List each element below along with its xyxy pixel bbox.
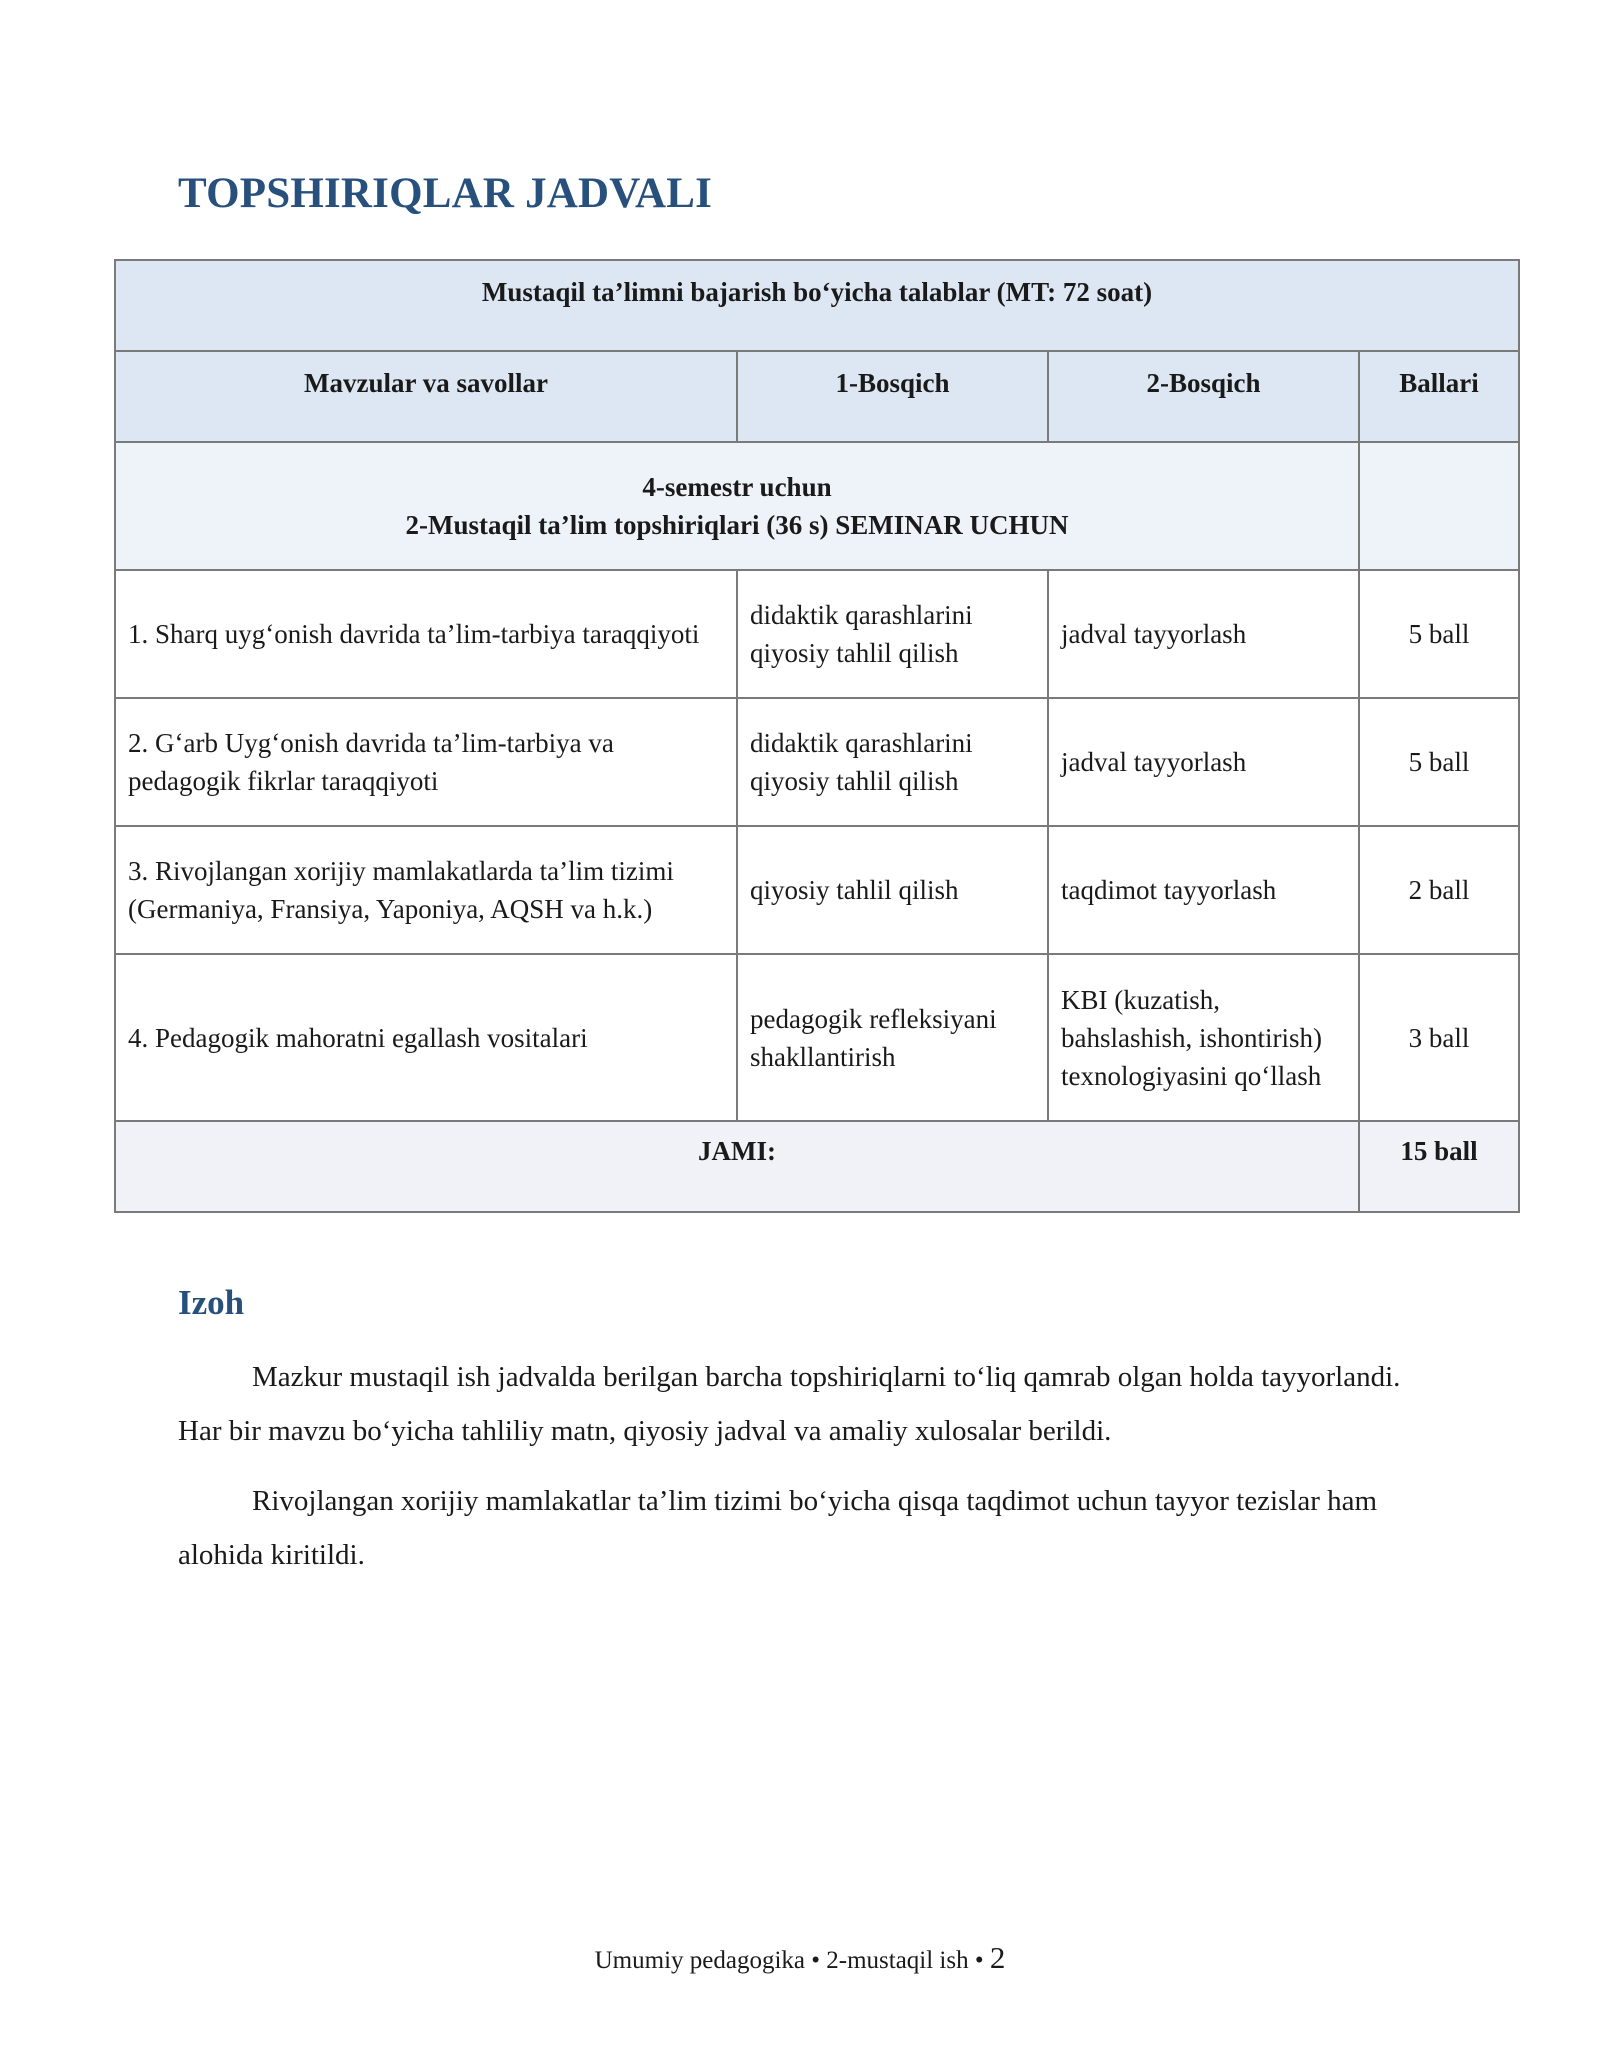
table-row [115, 826, 1519, 954]
semester-row [115, 442, 1519, 570]
stage-2-cell: jadval tayyorlash [1048, 570, 1359, 698]
stage-1-cell: didaktik qarashlarini qiyosiy tahlil qilish [737, 570, 1048, 698]
semester-label: 4-semestr uchun [642, 472, 832, 502]
topic-cell: 3. Rivojlangan xorijiy mamlakatlarda ta’lim tizimi (Germaniya, Fransiya, Yaponiya, AQSH va h.k.) [115, 826, 737, 954]
footer-text: Umumiy pedagogika • 2-mustaqil ish • [594, 1947, 984, 1974]
column-header-topics: Mavzular va savollar [115, 351, 737, 442]
page-footer [0, 1940, 1600, 1979]
total-label: JAMI: [115, 1121, 1359, 1212]
semester-score-cell [1359, 442, 1519, 570]
stage-2-cell: taqdimot tayyorlash [1048, 826, 1359, 954]
page-number: 2 [989, 1940, 1006, 1975]
note-title: Izoh [178, 1283, 245, 1322]
semester-heading [115, 442, 1359, 570]
stage-1-cell: didaktik qarashlarini qiyosiy tahlil qilish [737, 698, 1048, 826]
table-caption-row [115, 260, 1519, 351]
stage-2-cell: KBI (kuzatish, bahslashish, ishontirish) texnologiyasini qo‘llash [1048, 954, 1359, 1121]
table-header-row [115, 351, 1519, 442]
table-row [115, 954, 1519, 1121]
note-paragraph: Rivojlangan xorijiy mamlakatlar ta’lim tizimi bo‘yicha qisqa taqdimot uchun tayyor tezislar ham alohida kiritildi. [178, 1485, 1378, 1571]
topic-cell: 2. G‘arb Uyg‘onish davrida ta’lim-tarbiya va pedagogik fikrlar taraqqiyoti [115, 698, 737, 826]
table-row [115, 698, 1519, 826]
score-cell: 3 ball [1359, 954, 1519, 1121]
tasks-table [114, 259, 1520, 1213]
topic-cell: 4. Pedagogik mahoratni egallash vositalari [115, 954, 737, 1121]
topic-cell: 1. Sharq uyg‘onish davrida ta’lim-tarbiya taraqqiyoti [115, 570, 737, 698]
score-cell: 5 ball [1359, 698, 1519, 826]
note-paragraph: Mazkur mustaqil ish jadvalda berilgan barcha topshiriqlarni to‘liq qamrab olgan holda tayyorlandi. Har bir mavzu bo‘yicha tahliliy matn, qiyosiy jadval va amaliy xulosalar berildi. [178, 1361, 1401, 1447]
column-header-stage-2: 2-Bosqich [1048, 351, 1359, 442]
total-value: 15 ball [1359, 1121, 1519, 1212]
column-header-score: Ballari [1359, 351, 1519, 442]
table-caption: Mustaqil ta’limni bajarish bo‘yicha talablar (MT: 72 soat) [115, 260, 1519, 351]
total-row [115, 1121, 1519, 1212]
score-cell: 2 ball [1359, 826, 1519, 954]
table-row [115, 570, 1519, 698]
score-cell: 5 ball [1359, 570, 1519, 698]
seminar-assignments-label: 2-Mustaqil ta’lim topshiriqlari (36 s) SEMINAR UCHUN [405, 510, 1069, 540]
stage-2-cell: jadval tayyorlash [1048, 698, 1359, 826]
stage-1-cell: qiyosiy tahlil qilish [737, 826, 1048, 954]
page-title: TOPSHIRIQLAR JADVALI [178, 170, 713, 217]
stage-1-cell: pedagogik refleksiyani shakllantirish [737, 954, 1048, 1121]
column-header-stage-1: 1-Bosqich [737, 351, 1048, 442]
